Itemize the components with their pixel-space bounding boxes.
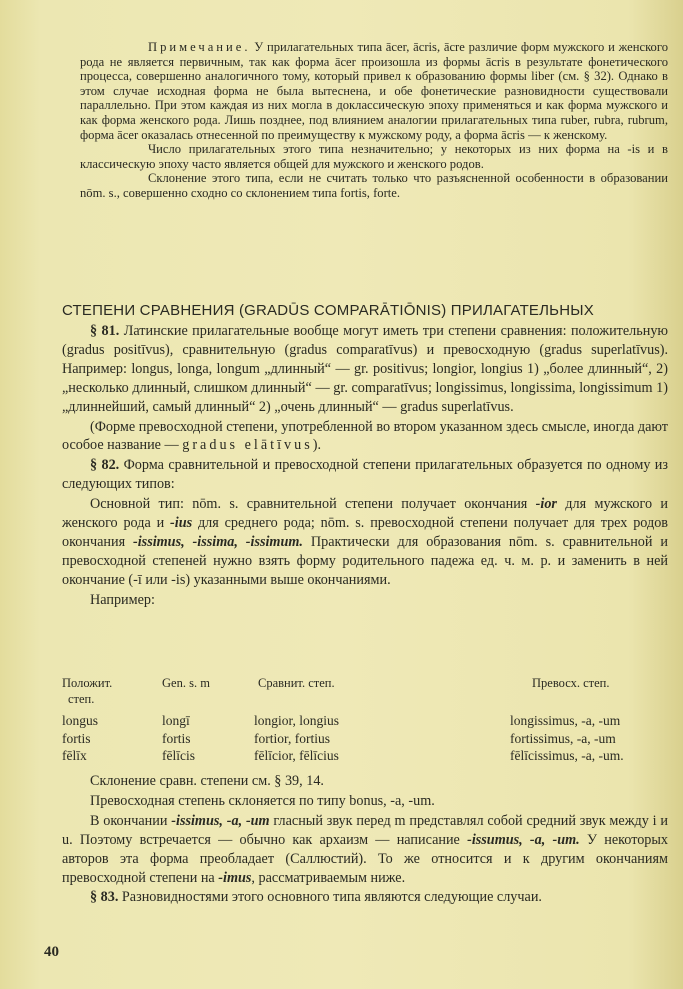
text-run: Число прилагательных этого типа незначительно; у некоторых из них форма на -is и в классическую эпоху часто является общей для мужского и женского родов. xyxy=(80,142,668,171)
table-header-row xyxy=(62,676,668,692)
main-text-block-2 xyxy=(62,772,668,908)
table-body xyxy=(62,713,668,766)
text-run: -issimus, -issima, -issimum. xyxy=(133,533,303,550)
table-cell: longī xyxy=(162,713,190,728)
text-run: -issumus, -a, -um. xyxy=(467,831,580,848)
header-positive: Положит. xyxy=(62,676,113,690)
paragraph xyxy=(80,171,668,200)
text-run: Примечание. xyxy=(148,40,251,54)
table-cell: fēlīcis xyxy=(162,748,195,763)
text-run: Разновидностями этого основного типа являются следующие случаи. xyxy=(118,889,542,906)
table-cell: fortis xyxy=(62,730,91,746)
text-run: У прилагательных типа ācer, ācris, ācre различие форм мужского и женского рода не является первичным, так как форма ācer произошла из формы ācris в результате фонетического процесса, совершенно аналогичного тому, который привел к образованию формы liber (см. § 32). Однако в этом случае исходная форма не была вытеснена, и обе фонетические разновидности существовали параллельно. При этом каждая из них могла в доклассическую эпоху применяться и как форма мужского и как форма женского рода. Лишь позднее, под влиянием аналогии прилагательных типа ruber, rubra, rubrum, форма ācer оказалась отнесенной по преимуществу к мужскому роду, а форма ācris — к женскому. xyxy=(80,40,668,142)
text-run: -ius xyxy=(170,515,193,532)
table-cell: fortissimus, -a, -um xyxy=(510,730,616,746)
header-superlative: Превосх. степ. xyxy=(532,676,610,690)
text-run: Превосходная степень склоняется по типу bonus, -a, -um. xyxy=(90,792,435,809)
text-run: Форма сравнительной и превосходной степени прилагательных образуется по одному из следующих типов: xyxy=(62,457,669,493)
header-comparative: Сравнит. степ. xyxy=(258,676,335,690)
main-text-block-1 xyxy=(62,322,668,611)
table-cell: longus xyxy=(62,713,99,728)
text-run: ). xyxy=(312,437,322,454)
table-cell: longissimus, -a, -um xyxy=(510,713,621,728)
paragraph xyxy=(62,495,668,590)
text-run: У некоторых авторов эта форма преобладает (Саллюстий). То же относится и к другим окончаниям превосходной степени на xyxy=(62,831,669,886)
text-run: Склонение сравн. степени см. § 39, 14. xyxy=(90,773,324,789)
paragraph xyxy=(62,456,668,494)
paragraph xyxy=(62,418,668,456)
text-run: Например: xyxy=(90,591,155,608)
header-positive-line2: степ. xyxy=(68,692,95,706)
text-run: § 82. xyxy=(90,457,120,474)
paragraph xyxy=(62,322,668,417)
text-run: Латинские прилагательные вообще могут иметь три степени сравнения: положительную (gradus positīvus), сравнительную (gradus comparatīvus) и превосходную (gradus superlatīvus). Например: longus, longa, longum „длинный“ — gr. positivus; longior, longius 1) „более длинный“, 2) „несколько длинный, слишком длинный“ — gr. comparatīvus; longissimus, longissima, longissimum 1) „длиннейший, самый длинный“ 2) „очень длинный“ — gradus superlatīvus. xyxy=(62,323,669,415)
table-row xyxy=(62,713,668,731)
header-genitive: Gen. s. m xyxy=(162,676,210,690)
paragraph xyxy=(62,591,668,610)
text-run: -issimus, -a, -um xyxy=(171,812,270,829)
table-cell: fēlīx xyxy=(62,748,87,763)
text-run: § 81. xyxy=(90,323,120,339)
text-run: § 83. xyxy=(90,889,119,906)
text-run: В окончании xyxy=(90,812,172,829)
text-run: -ior xyxy=(535,496,557,513)
table-cell: fortior, fortius xyxy=(254,730,330,746)
paragraph xyxy=(62,888,668,907)
table-row xyxy=(62,748,668,766)
paragraph xyxy=(62,812,668,888)
table-header-row-2 xyxy=(62,692,668,708)
table-cell: fēlīcissimus, -a, -um. xyxy=(510,748,624,763)
text-run: , рассматриваемым ниже. xyxy=(251,869,406,886)
text-run: (Форме превосходной степени, употребленной во втором указанном здесь смысле, иногда дают особое название — xyxy=(62,418,668,454)
page-number: 40 xyxy=(44,944,59,960)
table-cell: fortis xyxy=(162,730,191,746)
text-run: гласный звук перед m представлял собой средний звук между i и u. Поэтому встречается — обычно как архаизм — написание xyxy=(62,812,668,848)
paragraph xyxy=(80,142,668,171)
paragraph xyxy=(62,792,668,811)
text-run: -imus xyxy=(218,869,252,886)
text-run: Склонение этого типа, если не считать только что разъясненной особенности в образовании nōm. s., совершенно сходно со склонением типа fortis, forte. xyxy=(80,171,668,200)
table-cell: fēlīcior, fēlīcius xyxy=(254,748,339,763)
text-run: для среднего рода; nōm. s. превосходной степени получает для трех родов окончания xyxy=(62,515,669,550)
text-run: gradus elātīvus xyxy=(182,437,313,454)
paragraph xyxy=(62,772,668,791)
section-heading: СТЕПЕНИ СРАВНЕНИЯ (GRADŪS COMPARĀTIŌNIS) ПРИЛАГАТЕЛЬНЫХ xyxy=(62,302,594,319)
note-block xyxy=(80,40,668,201)
examples-table xyxy=(62,676,668,766)
text-run: Основной тип: nōm. s. сравнительной степени получает окончания xyxy=(90,496,536,513)
text-run: для мужского и женского рода и xyxy=(62,496,668,532)
text-run: Практически для образования nōm. s. сравнительной и превосходной степеней нужно взять форму родительного падежа ед. ч. м. р. и заменить в ней окончание (-ī или -is) указанными выше окончаниями. xyxy=(62,533,668,588)
table-cell: longior, longius xyxy=(254,713,339,728)
table-row xyxy=(62,731,668,749)
paragraph xyxy=(80,40,668,142)
